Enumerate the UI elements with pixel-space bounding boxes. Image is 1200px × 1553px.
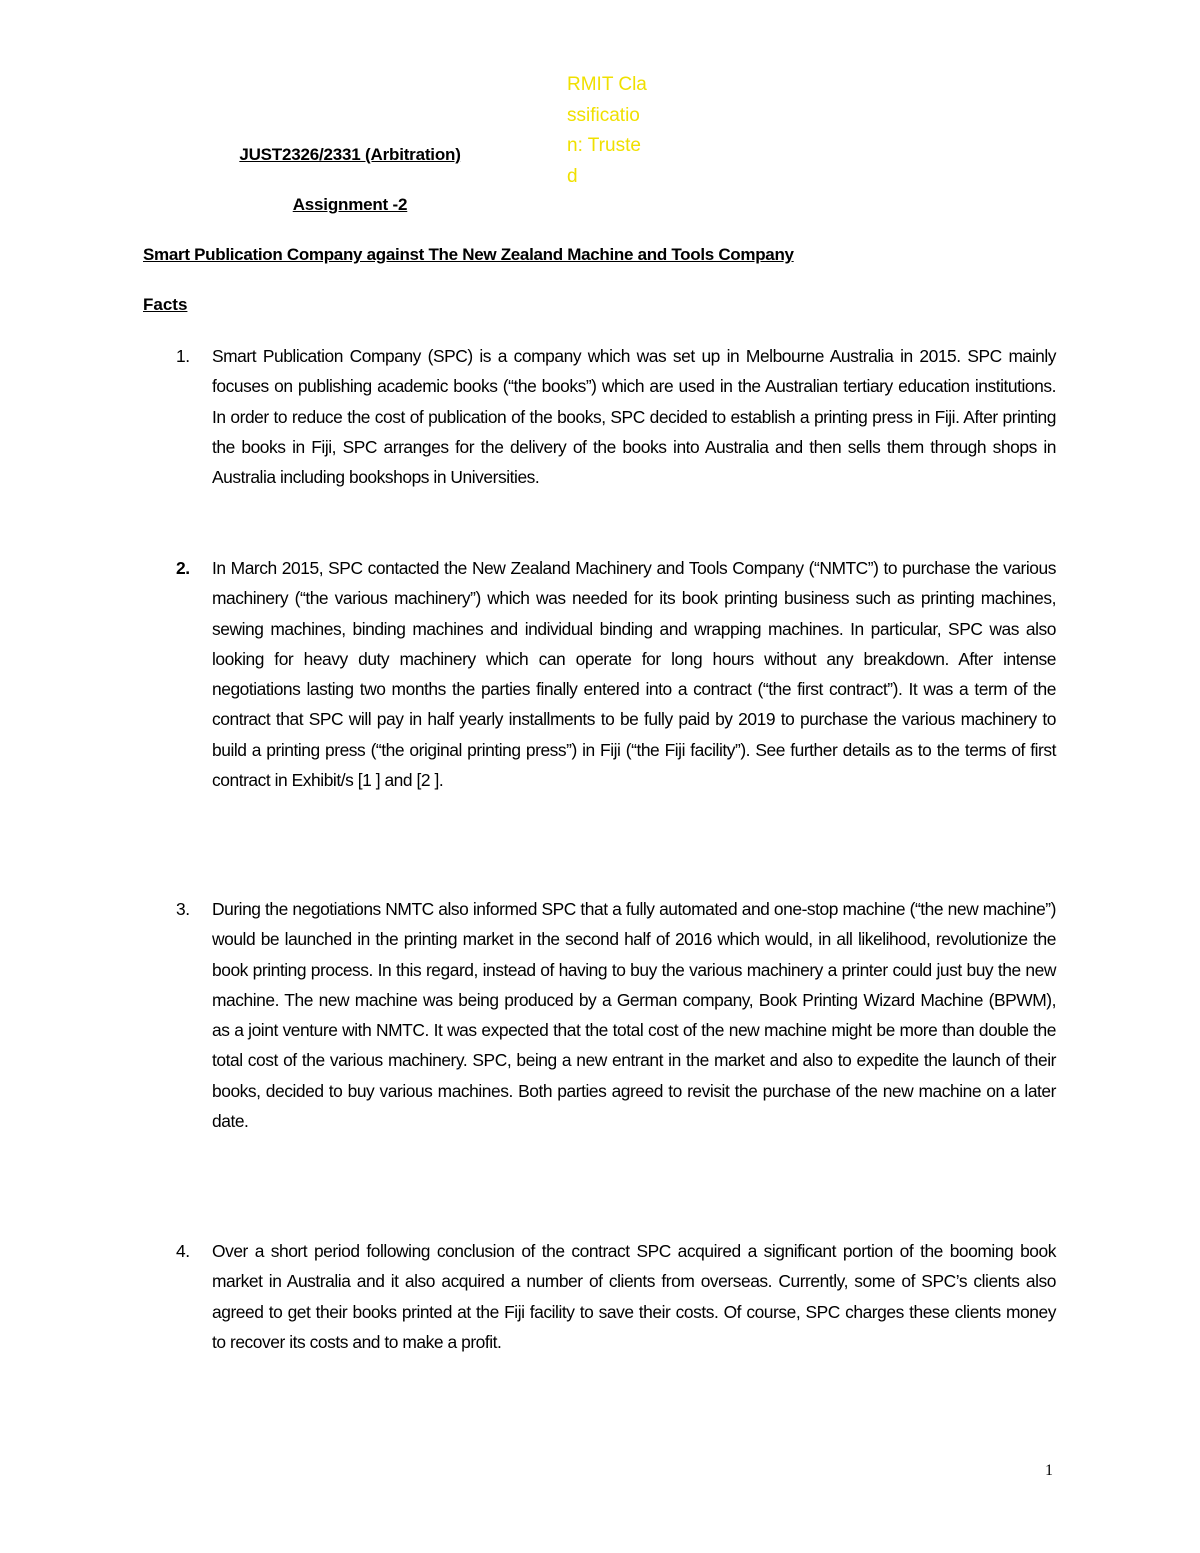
document-title: Smart Publication Company against The New Zealand Machine and Tools Company	[143, 245, 794, 264]
fact-item	[176, 553, 1056, 795]
fact-number: 4.	[176, 1241, 190, 1261]
fact-number: 3.	[176, 899, 190, 919]
fact-item	[176, 1236, 1056, 1357]
fact-text: Over a short period following conclusion of the contract SPC acquired a significant portion of the booming book market in Australia and it also acquired a number of clients from overseas. Currently, some of SPC’s clients also agreed to get their books printed at the Fiji facility to save their costs. Of course, SPC charges these clients money to recover its costs and to make a profit.	[212, 1241, 1056, 1352]
fact-item	[176, 894, 1056, 1136]
fact-number: 2.	[176, 558, 190, 578]
fact-item	[176, 341, 1056, 492]
fact-text: Smart Publication Company (SPC) is a company which was set up in Melbourne Australia in 2015. SPC mainly focuses on publishing academic books (“the books”) which are used in the Australian tertiary education institutions. In order to reduce the cost of publication of the books, SPC decided to establish a printing press in Fiji. After printing the books in Fiji, SPC arranges for the delivery of the books into Australia and then sells them through shops in Australia including bookshops in Universities.	[212, 346, 1056, 488]
fact-text: In March 2015, SPC contacted the New Zealand Machinery and Tools Company (“NMTC”) to purchase the various machinery (“the various machinery”) which was needed for its book printing business such as printing machines, sewing machines, binding machines and individual binding and wrapping machines. In particular, SPC was also looking for heavy duty machinery which can operate for long hours without any breakdown. After intense negotiations lasting two months the parties finally entered into a contract (“the first contract”). It was a term of the contract that SPC will pay in half yearly installments to be fully paid by 2019 to purchase the various machinery to build a printing press (“the original printing press”) in Fiji (“the Fiji facility”). See further details as to the terms of first contract in Exhibit/s [1 ] and [2 ].	[212, 558, 1056, 791]
fact-text: During the negotiations NMTC also informed SPC that a fully automated and one-stop machine (“the new machine”) would be launched in the printing market in the second half of 2016 which would, in all likelihood, revolutionize the book printing process. In this regard, instead of having to buy the various machinery a printer could just buy the new machine. The new machine was being produced by a German company, Book Printing Wizard Machine (BPWM), as a joint venture with NMTC. It was expected that the total cost of the new machine might be more than double the total cost of the various machinery. SPC, being a new entrant in the market and also to expedite the launch of their books, decided to buy various machines. Both parties agreed to revisit the purchase of the new machine on a later date.	[212, 899, 1056, 1132]
course-code: JUST2326/2331 (Arbitration)	[239, 145, 461, 164]
classification-label: RMIT Classification: Trusted	[567, 74, 647, 187]
section-heading-facts: Facts	[143, 295, 188, 314]
assignment-label: Assignment -2	[292, 195, 408, 214]
fact-number: 1.	[176, 346, 190, 366]
page-number: 1	[1045, 1462, 1053, 1479]
